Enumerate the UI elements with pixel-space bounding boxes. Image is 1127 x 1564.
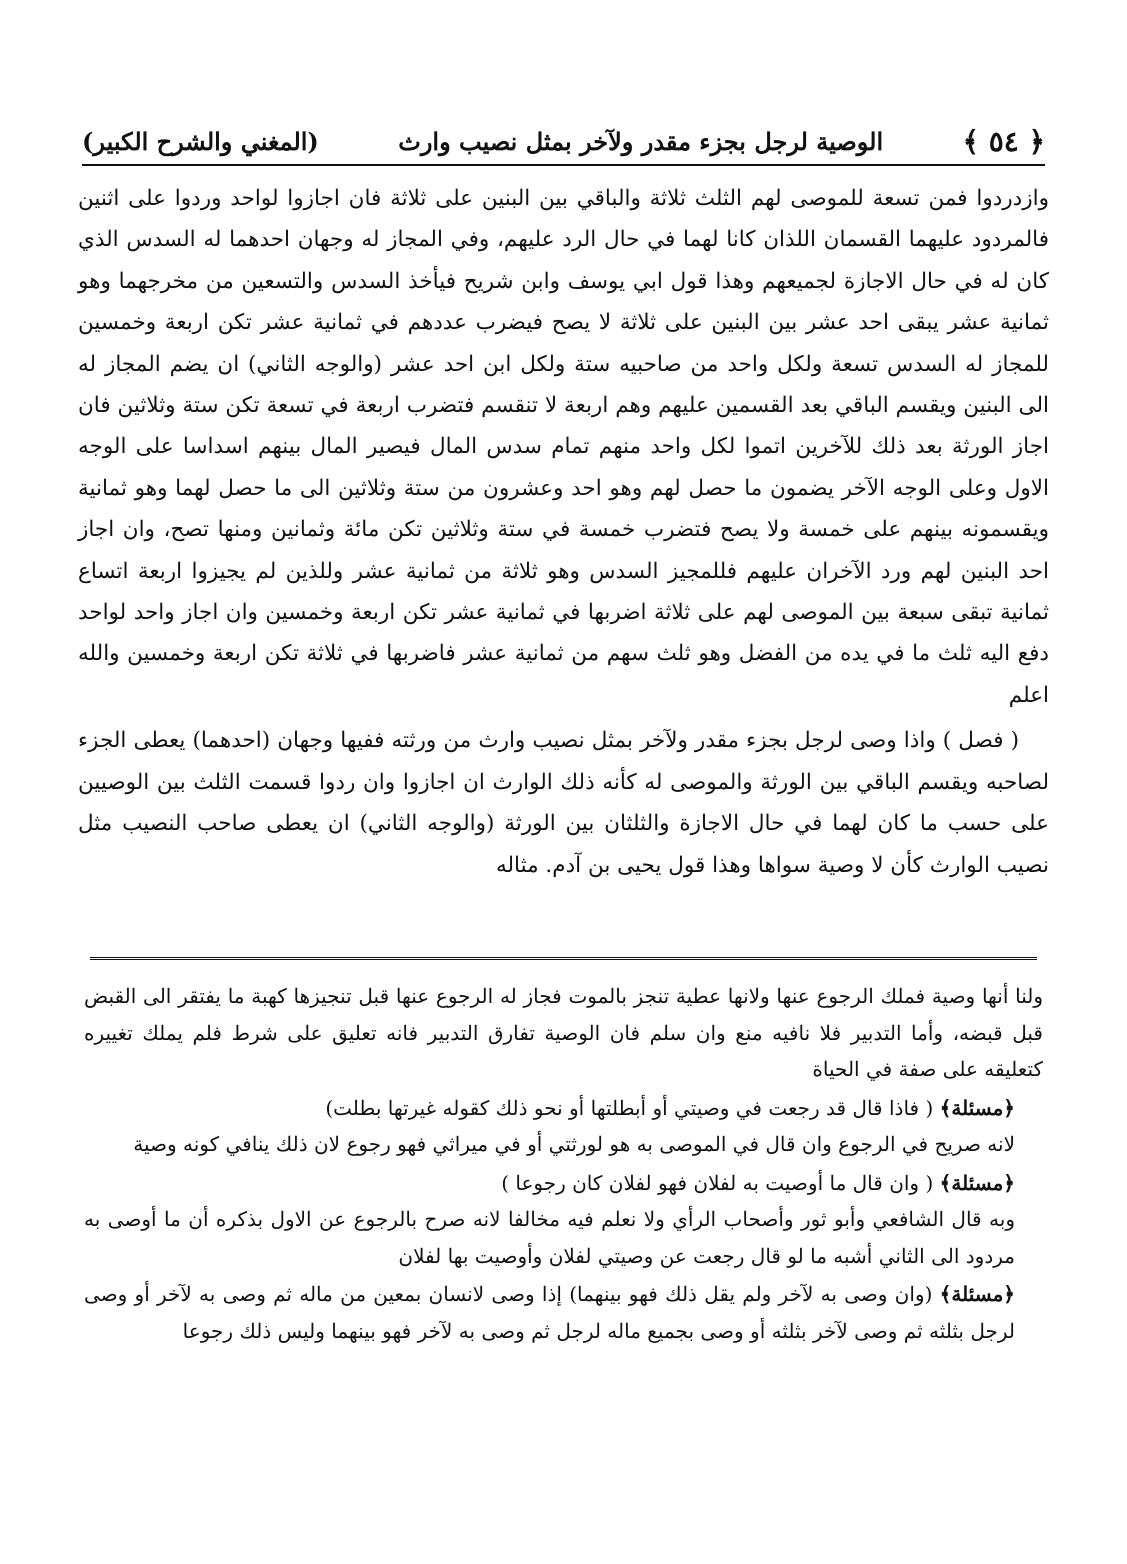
issue-text: ( وان قال ما أوصيت به لفلان فهو لفلان كان رجوعا ) [501, 1170, 934, 1195]
main-text [78, 178, 1049, 886]
issue-mark: ﴿مسئلة﴾ [939, 1282, 1016, 1306]
issue-heading [84, 1090, 1043, 1127]
footnote-section [84, 978, 1043, 1349]
commentary-paragraph: لانه صريح في الرجوع وان قال في الموصى به هو لورثتي أو في ميراثي فهو رجوع لان ذلك ينافي كونه وصية [133, 1132, 1015, 1156]
footnote-divider [90, 957, 1037, 960]
page-number: ﴿ ٥٤ ﴾ [962, 124, 1045, 158]
running-title: الوصية لرجل بجزء مقدر ولآخر بمثل نصيب وارث [398, 126, 884, 156]
fasl-paragraph: ( فصل ) واذا وصى لرجل بجزء مقدر ولآخر بمثل نصيب وارث من ورثته ففيها وجهان (احدهما) يعطى الجزء لصاحبه ويقسم الباقي بين الورثة والموصى له كأنه ذلك الوارث ان اجازوا وان ردوا قسمت الثلث بين الوصيين على حسب ما كان لهما في حال الاجازة والثلثان بين الورثة (والوجه الثاني) ان يعطى صاحب النصيب مثل نصيب الوارث كأن لا وصية سواها وهذا قول يحيى بن آدم. مثاله [78, 728, 1049, 878]
page-header [82, 118, 1045, 166]
book-title: (المغني والشرح الكبير) [82, 126, 319, 156]
issue-mark: ﴿مسئلة﴾ [939, 1095, 1015, 1120]
issue-text: ( فاذا قال قد رجعت في وصيتي أو أبطلتها أو نحو ذلك كقوله غيرتها بطلت) [325, 1095, 934, 1120]
issue-heading [84, 1165, 1043, 1202]
commentary-paragraph: ولنا أنها وصية فملك الرجوع عنها ولانها عطية تنجز بالموت فجاز له الرجوع عنها قبل تنجيزها كهبة ما يفتقر الى القبض قبل قبضه، وأما التدبير فلا نافيه منع وان سلم فان الوصية تفارق التدبير فانه تعليق على شرط فلم يملك تغييره كتعليقه على صفة في الحياة [84, 984, 1043, 1081]
main-paragraph: وازدردوا فمن تسعة للموصى لهم الثلث ثلاثة والباقي بين البنين على ثلاثة فان اجازوا لواحد وردوا على اثنين فالمردود عليهما القسمان اللذان كانا لهما في حال الرد عليهم، وفي المجاز له وجهان احدهما له السدس الذي كان له في حال الاجازة لجميعهم وهذا قول ابي يوسف وابن شريح فيأخذ السدس والتسعين من مخرجهما وهو ثمانية عشر يبقى احد عشر بين البنين على ثلاثة لا يصح فيضرب عددهم في ثمانية عشر تكن اربعة وخمسين للمجاز له السدس تسعة ولكل واحد من صاحبيه ستة ولكل ابن احد عشر (والوجه الثاني) ان يضم المجاز له الى البنين ويقسم الباقي بعد القسمين عليهم وهم اربعة لا تنقسم فتضرب اربعة في تسعة تكن ستة وثلاثين فان اجاز الورثة بعد ذلك للآخرين اتموا لكل واحد منهم تمام سدس المال فيصير المال بينهم اسداسا على الوجه الاول وعلى الوجه الآخر يضمون ما حصل لهم وهو احد وعشرون من ستة وثلاثين الى ما حصل لهما وهو ثمانية ويقسمونه بينهم على خمسة ولا يصح فتضرب خمسة في ستة وثلاثين تكن مائة وثمانين ومنها تصح، وان اجاز احد البنين لهم ورد الآخران عليهم فللمجيز السدس وهو ثلاثة من ثمانية عشر وللذين لم يجيزوا اربعة اتساع ثمانية تبقى سبعة بين الموصى لهم على ثلاثة اضربها في ثمانية عشر تكن اربعة وخمسين وان اجاز واحد لواحد دفع اليه ثلث ما في يده من الفضل وهو ثلث سهم من ثمانية عشر فاضربها في ثلاثة تكن اربعة وخمسين والله اعلم [78, 186, 1049, 708]
issue-mark: ﴿مسئلة﴾ [939, 1170, 1015, 1195]
issue-heading [84, 1276, 1043, 1349]
issue-text: (وان وصى به لآخر ولم يقل ذلك فهو بينهما) إذا وصى لانسان بمعين من ماله ثم وصى به لآخر أو وصى لرجل بثلثه ثم وصى لآخر بثلثه أو وصى بجميع ماله لرجل ثم وصى به لآخر فهو بينهما وليس ذلك رجوعا [84, 1282, 1015, 1343]
commentary-paragraph: وبه قال الشافعي وأبو ثور وأصحاب الرأي ولا نعلم فيه مخالفا لانه صرح بالرجوع عن الاول بذكره أن ما أوصى به مردود الى الثاني أشبه ما لو قال رجعت عن وصيتي لفلان وأوصيت بها لفلان [84, 1207, 1015, 1268]
